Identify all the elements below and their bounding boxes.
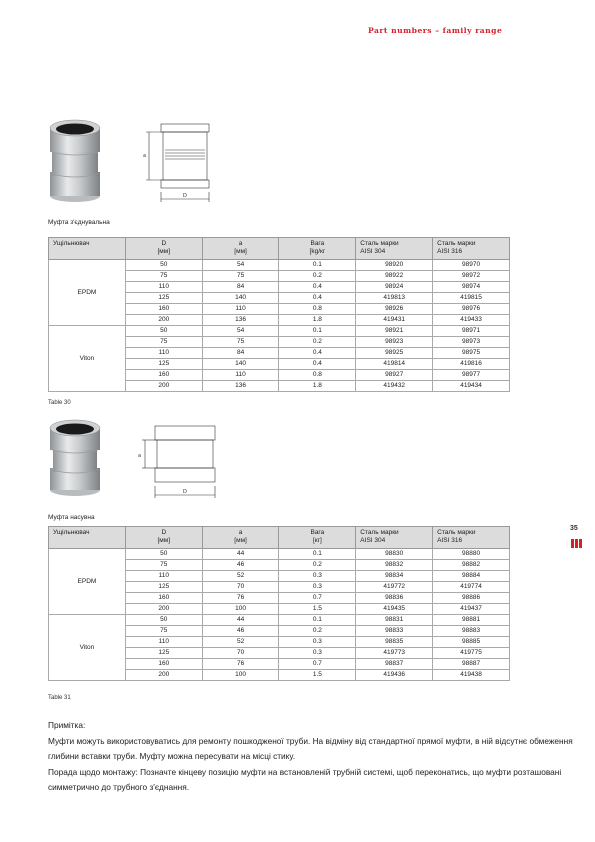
- table-cell: 0.7: [279, 659, 356, 670]
- spec-table-1: [48, 237, 510, 392]
- table-cell: 1.5: [279, 670, 356, 681]
- table-cell: 110: [202, 370, 279, 381]
- table-cell: 160: [125, 304, 202, 315]
- table-cell: 419814: [356, 359, 433, 370]
- header-d: D [мм]: [125, 238, 202, 260]
- table-cell: 0.2: [279, 337, 356, 348]
- table-cell: 98830: [356, 549, 433, 560]
- seal-cell: EPDM: [49, 549, 126, 615]
- table-cell: 98831: [356, 615, 433, 626]
- table-row: [49, 326, 510, 337]
- table-cell: 75: [125, 560, 202, 571]
- table-cell: 419813: [356, 293, 433, 304]
- table-cell: 50: [125, 260, 202, 271]
- table-cell: 0.3: [279, 571, 356, 582]
- coupling-drawing-2: [135, 420, 220, 502]
- table-cell: 0.4: [279, 293, 356, 304]
- table-cell: 98923: [356, 337, 433, 348]
- dim-a-label-1: a: [143, 153, 147, 159]
- table-cell: 419438: [433, 670, 510, 681]
- table-cell: 75: [125, 271, 202, 282]
- table-cell: 125: [125, 648, 202, 659]
- table-cell: 98836: [356, 593, 433, 604]
- table-cell: 98927: [356, 370, 433, 381]
- table-cell: 110: [125, 637, 202, 648]
- header-aisi316: Сталь марки AISI 316: [433, 527, 510, 549]
- table-cell: 419773: [356, 648, 433, 659]
- table-cell: 200: [125, 315, 202, 326]
- table-body-2: [49, 549, 510, 681]
- table-cell: 98926: [356, 304, 433, 315]
- table-cell: 98882: [433, 560, 510, 571]
- table-cell: 419431: [356, 315, 433, 326]
- table-cell: 136: [202, 315, 279, 326]
- table-cell: 52: [202, 637, 279, 648]
- table-cell: 0.3: [279, 582, 356, 593]
- table-cell: 110: [125, 282, 202, 293]
- coupling-drawing-1: [135, 120, 220, 205]
- table-cell: 46: [202, 560, 279, 571]
- product-caption-2: Муфта насувна: [48, 514, 95, 521]
- header-seal: Ущільнювач: [49, 238, 126, 260]
- table-cell: 419434: [433, 381, 510, 392]
- table-cell: 98973: [433, 337, 510, 348]
- table-cell: 98977: [433, 370, 510, 381]
- table-cell: 200: [125, 604, 202, 615]
- table-cell: 98974: [433, 282, 510, 293]
- table-cell: 0.4: [279, 348, 356, 359]
- table-cell: 98970: [433, 260, 510, 271]
- table-cell: 419432: [356, 381, 433, 392]
- table-cell: 1.8: [279, 381, 356, 392]
- table-cell: 98976: [433, 304, 510, 315]
- header-seal: Ущільнювач: [49, 527, 126, 549]
- note-block: [48, 718, 588, 796]
- table-cell: 0.1: [279, 549, 356, 560]
- table-cell: 98835: [356, 637, 433, 648]
- table-cell: 419433: [433, 315, 510, 326]
- header-weight: Вага [кг]: [279, 527, 356, 549]
- table-cell: 419435: [356, 604, 433, 615]
- table-cell: 125: [125, 582, 202, 593]
- header-a: a [мм]: [202, 238, 279, 260]
- table-cell: 419815: [433, 293, 510, 304]
- table-cell: 46: [202, 626, 279, 637]
- table-cell: 0.4: [279, 359, 356, 370]
- table-cell: 98833: [356, 626, 433, 637]
- table-cell: 0.8: [279, 370, 356, 381]
- table-cell: 419436: [356, 670, 433, 681]
- table-cell: 44: [202, 549, 279, 560]
- table-cell: 140: [202, 359, 279, 370]
- table-cell: 98832: [356, 560, 433, 571]
- table-cell: 54: [202, 260, 279, 271]
- table-cell: 160: [125, 593, 202, 604]
- seal-cell: Viton: [49, 326, 126, 392]
- table-header-row: [49, 527, 510, 549]
- table-body-1: [49, 260, 510, 392]
- table-cell: 125: [125, 293, 202, 304]
- spec-table-2: [48, 526, 510, 681]
- seal-cell: EPDM: [49, 260, 126, 326]
- table-cell: 0.4: [279, 282, 356, 293]
- table-cell: 98925: [356, 348, 433, 359]
- table-cell: 0.2: [279, 271, 356, 282]
- table-cell: 160: [125, 370, 202, 381]
- table-cell: 0.1: [279, 615, 356, 626]
- table-cell: 110: [125, 571, 202, 582]
- table-cell: 100: [202, 670, 279, 681]
- page-marker-bars: [571, 535, 583, 544]
- table-cell: 0.2: [279, 560, 356, 571]
- table-cell: 98921: [356, 326, 433, 337]
- table-cell: 75: [125, 337, 202, 348]
- coupling-photo-1: [46, 118, 104, 204]
- table-cell: 76: [202, 659, 279, 670]
- table-cell: 50: [125, 615, 202, 626]
- table-cell: 98975: [433, 348, 510, 359]
- table-cell: 98885: [433, 637, 510, 648]
- coupling-photo-2: [46, 418, 104, 498]
- table-cell: 98883: [433, 626, 510, 637]
- table-cell: 75: [125, 626, 202, 637]
- table-cell: 50: [125, 549, 202, 560]
- table-cell: 419816: [433, 359, 510, 370]
- table-label-2: Table 31: [48, 695, 71, 701]
- note-text-1: Муфти можуть використовуватись для ремонту пошкодженої труби. На відміну від стандартної прямої муфти, в ній відсутнє обмеження глибини вставки труби. Муфту можна пересувати на місці стику.: [48, 735, 573, 761]
- table-cell: 0.3: [279, 637, 356, 648]
- table-cell: 110: [125, 348, 202, 359]
- table-cell: 98886: [433, 593, 510, 604]
- header-d: D [мм]: [125, 527, 202, 549]
- table-cell: 1.8: [279, 315, 356, 326]
- table-cell: 98920: [356, 260, 433, 271]
- table-cell: 419772: [356, 582, 433, 593]
- table-cell: 0.2: [279, 626, 356, 637]
- table-cell: 44: [202, 615, 279, 626]
- dim-d-label-2: D: [183, 489, 187, 495]
- header-aisi304: Сталь марки AISI 304: [356, 527, 433, 549]
- table-cell: 200: [125, 670, 202, 681]
- table-cell: 52: [202, 571, 279, 582]
- table-cell: 419437: [433, 604, 510, 615]
- page-header-title: Part numbers – family range: [368, 26, 503, 35]
- page-number: 35: [570, 525, 578, 532]
- table-cell: 98972: [433, 271, 510, 282]
- table-cell: 98887: [433, 659, 510, 670]
- table-cell: 0.3: [279, 648, 356, 659]
- product-caption-1: Муфта з'єднувальна: [48, 219, 110, 226]
- table-cell: 419775: [433, 648, 510, 659]
- table-cell: 70: [202, 582, 279, 593]
- table-cell: 84: [202, 348, 279, 359]
- table-cell: 98884: [433, 571, 510, 582]
- table-cell: 70: [202, 648, 279, 659]
- note-title: Примітка:: [48, 720, 86, 730]
- table-row: [49, 549, 510, 560]
- header-aisi304: Сталь марки AISI 304: [356, 238, 433, 260]
- table-cell: 98971: [433, 326, 510, 337]
- table-cell: 98881: [433, 615, 510, 626]
- table-row: [49, 260, 510, 271]
- table-cell: 50: [125, 326, 202, 337]
- table-header-row: [49, 238, 510, 260]
- table-cell: 54: [202, 326, 279, 337]
- table-cell: 98924: [356, 282, 433, 293]
- note-text-2: Порада щодо монтажу: Позначте кінцеву позицію муфти на встановленій трубній системі, щоб переконатись, що муфти розташовані симметрично до трубного з'єднання.: [48, 766, 562, 792]
- table-cell: 200: [125, 381, 202, 392]
- table-cell: 110: [202, 304, 279, 315]
- table-cell: 84: [202, 282, 279, 293]
- table-cell: 140: [202, 293, 279, 304]
- table-cell: 0.1: [279, 260, 356, 271]
- table-cell: 0.8: [279, 304, 356, 315]
- seal-cell: Viton: [49, 615, 126, 681]
- table-cell: 76: [202, 593, 279, 604]
- table-cell: 75: [202, 271, 279, 282]
- table-row: [49, 615, 510, 626]
- table-cell: 98880: [433, 549, 510, 560]
- table-label-1: Table 30: [48, 400, 71, 406]
- table-cell: 98922: [356, 271, 433, 282]
- table-cell: 98834: [356, 571, 433, 582]
- table-cell: 0.1: [279, 326, 356, 337]
- table-cell: 0.7: [279, 593, 356, 604]
- table-cell: 75: [202, 337, 279, 348]
- dim-d-label-1: D: [183, 193, 187, 199]
- table-cell: 98837: [356, 659, 433, 670]
- table-cell: 136: [202, 381, 279, 392]
- header-aisi316: Сталь марки AISI 316: [433, 238, 510, 260]
- table-cell: 100: [202, 604, 279, 615]
- table-cell: 160: [125, 659, 202, 670]
- table-cell: 419774: [433, 582, 510, 593]
- dim-a-label-2: a: [138, 453, 142, 459]
- table-cell: 125: [125, 359, 202, 370]
- header-a: a [мм]: [202, 527, 279, 549]
- header-weight: Вага [kg/кг: [279, 238, 356, 260]
- table-cell: 1.5: [279, 604, 356, 615]
